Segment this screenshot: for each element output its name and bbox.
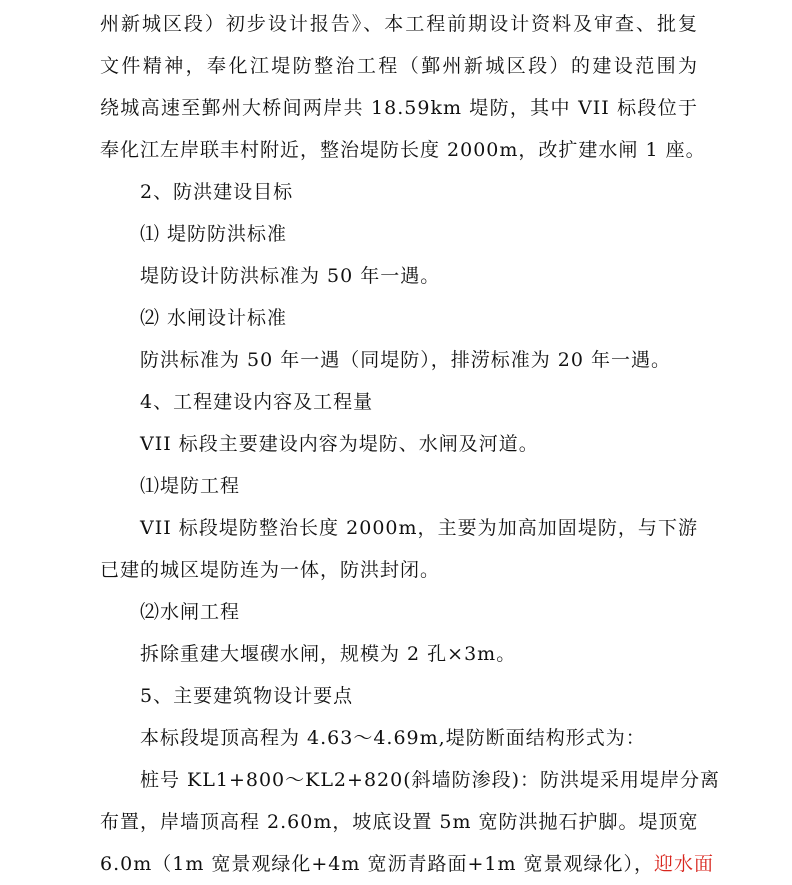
paragraph-line: 堤防设计防洪标准为 50 年一遇。 — [140, 265, 441, 287]
subsection-heading: ⑴ 堤防防洪标准 — [140, 223, 288, 245]
paragraph-line: 桩号 KL1+800～KL2+820(斜墙防渗段)：防洪堤采用堤岸分离 — [140, 769, 721, 791]
paragraph-line-last — [100, 843, 715, 885]
paragraph-line: 拆除重建大堰碶水闸，规模为 2 孔×3m。 — [140, 643, 517, 665]
last-line-text: 6.0m（1m 宽景观绿化+4m 宽沥青路面+1m 宽景观绿化）， — [100, 853, 655, 875]
paragraph-line: 防洪标准为 50 年一遇（同堤防），排涝标准为 20 年一遇。 — [140, 349, 672, 371]
section-heading: 4、工程建设内容及工程量 — [140, 391, 374, 413]
paragraph-line: VII 标段堤防整治长度 2000m，主要为加高加固堤防，与下游 — [140, 517, 698, 539]
subsection-heading: ⑵水闸工程 — [140, 601, 241, 623]
paragraph-line: 已建的城区堤防连为一体，防洪封闭。 — [100, 559, 441, 581]
subsection-heading: ⑵ 水闸设计标准 — [140, 307, 288, 329]
section-heading: 5、主要建筑物设计要点 — [140, 685, 354, 707]
paragraph-line: 绕城高速至鄞州大桥间两岸共 18.59km 堤防，其中 VII 标段位于 — [100, 97, 698, 119]
highlighted-text: 迎水面 — [654, 853, 715, 875]
section-heading: 2、防洪建设目标 — [140, 181, 294, 203]
paragraph-line: 本标段堤顶高程为 4.63～4.69m,堤防断面结构形式为： — [140, 727, 646, 749]
paragraph-line: VII 标段主要建设内容为堤防、水闸及河道。 — [140, 433, 539, 455]
paragraph-line: 布置，岸墙顶高程 2.60m，坡底设置 5m 宽防洪抛石护脚。堤顶宽 — [100, 811, 699, 833]
paragraph-line: 奉化江左岸联丰村附近，整治堤防长度 2000m，改扩建水闸 1 座。 — [100, 139, 706, 161]
paragraph-line: 州新城区段）初步设计报告》、本工程前期设计资料及审查、批复 — [100, 13, 698, 35]
paragraph-line: 文件精神，奉化江堤防整治工程（鄞州新城区段）的建设范围为 — [100, 55, 698, 77]
subsection-heading: ⑴堤防工程 — [140, 475, 241, 497]
